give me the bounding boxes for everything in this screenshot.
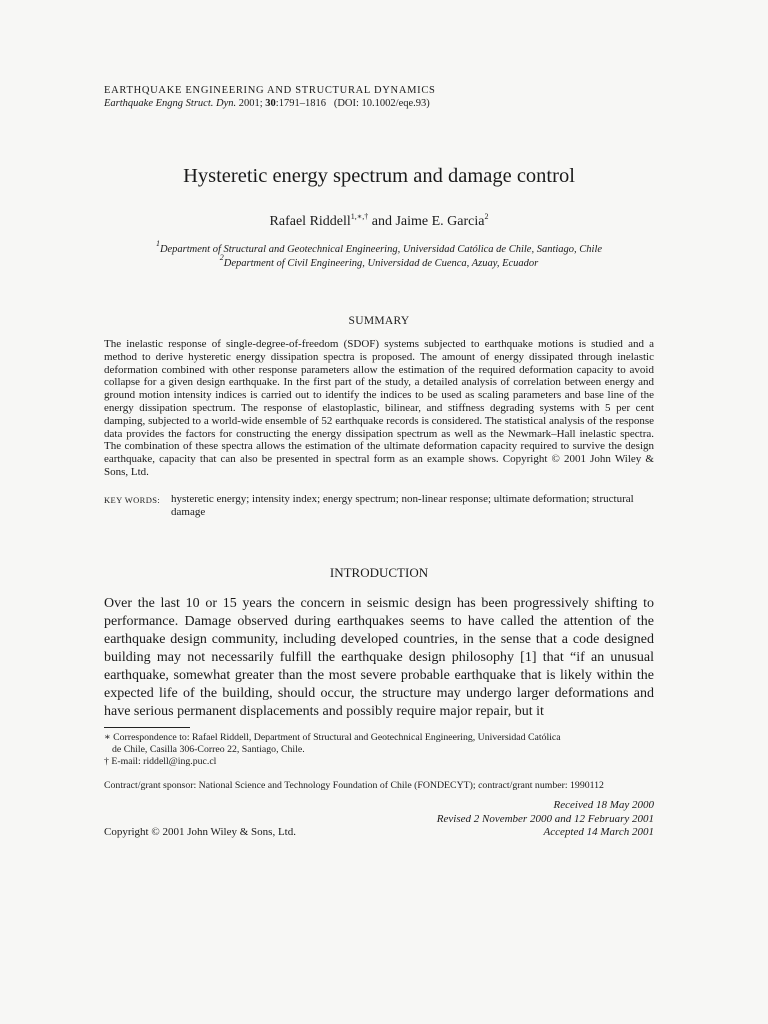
author-conjunction: and: [371, 214, 392, 229]
dates: [104, 799, 654, 826]
citation-line: [104, 97, 654, 110]
affiliation-line: [104, 239, 654, 257]
received-date: Received 18 May 2000: [553, 799, 654, 812]
footnote-rule: [104, 727, 190, 728]
paper-title: Hysteretic energy spectrum and damage control: [183, 165, 575, 187]
copyright: Copyright © 2001 John Wiley & Sons, Ltd.: [104, 826, 296, 839]
author-name: Rafael Riddell: [269, 214, 351, 229]
journal-abbrev: Earthquake Engng Struct. Dyn.: [104, 98, 237, 109]
citation-volume: 30: [265, 98, 276, 109]
summary-heading: SUMMARY: [348, 315, 410, 327]
author-line: [104, 213, 654, 231]
email-footnote: † E-mail: riddell@ing.puc.cl: [104, 756, 217, 768]
footnotes: [104, 732, 654, 768]
bottom-row: [104, 826, 654, 840]
keywords-label: KEY WORDS:: [104, 494, 161, 505]
correspondence-line: ∗ Correspondence to: Rafael Riddell, Department of Structural and Geotechnical Engineering, Universidad Católica: [104, 732, 561, 744]
correspondence-line: de Chile, Casilla 306-Correo 22, Santiago, Chile.: [112, 744, 305, 756]
citation-pages: :1791–1816: [275, 98, 326, 109]
affiliations: [104, 239, 654, 270]
accepted-date: Accepted 14 March 2001: [543, 826, 654, 839]
affiliation-line: [104, 252, 654, 271]
affiliation-text: Department of Structural and Geotechnical Engineering, Universidad Católica de Chile, Santiago, Chile: [159, 244, 603, 255]
author-marks: 2: [484, 212, 489, 221]
citation-year: 2001;: [238, 98, 263, 109]
paper-page: [104, 84, 654, 840]
keywords-text: hysteretic energy; intensity index; energy spectrum; non-linear response; ultimate deformation; structural damage: [171, 492, 634, 518]
keywords: [104, 493, 654, 519]
grant-sponsor: Contract/grant sponsor: National Science and Technology Foundation of Chile (FONDECYT); contract/grant number: 1990112: [104, 780, 604, 792]
introduction-text: Over the last 10 or 15 years the concern in seismic design has been progressively shifting to performance. Damage observed during earthquakes seems to have called the attention of the earthquake design community, including developed countries, in the sense that a code designed building may not necessarily fulfill the earthquake design philosophy [1] that “if an unusual earthquake, somewhat greater than the most severe probable earthquake that is likely within the expected life of the building, should occur, the structure may undergo larger deformations and have serious permanent displacements and possibly require major repair, but it: [104, 596, 654, 720]
journal-name: EARTHQUAKE ENGINEERING AND STRUCTURAL DYNAMICS: [104, 85, 436, 96]
author-name: Jaime E. Garcia: [395, 214, 485, 229]
introduction-heading: INTRODUCTION: [329, 565, 429, 581]
affiliation-mark: 2: [219, 252, 224, 262]
revised-date: Revised 2 November 2000 and 12 February 2001: [436, 812, 654, 825]
author-marks: 1,∗,†: [350, 212, 369, 221]
affiliation-mark: 1: [155, 239, 160, 248]
summary-text: The inelastic response of single-degree-of-freedom (SDOF) systems subjected to earthquake motions is studied and a method to derive hysteretic energy dissipation spectra is proposed. The amount of energy dissipated through inelastic deformation combined with other response parameters allow the estimation of the required deformation capacity to avoid collapse for a given design earthquake. In the first part of the study, a detailed analysis of correlation between energy and ground motion intensity indices is carried out to identify the indices to be used as scaling parameters and base line of the energy dissipation spectrum. The response of elastoplastic, bilinear, and stiffness degrading systems with 5 per cent damping, subjected to a world-wide ensemble of 52 earthquake records is considered. The statistical analysis of the response data provides the factors for constructing the energy dissipation spectrum as well as the Newmark–Hall inelastic spectra. The combination of these spectra allows the estimation of the ultimate deformation capacity required to survive the design earthquake, capacity that can also be presented in spectral form as an example shows. Copyright © 2001 John Wiley & Sons, Ltd.: [104, 338, 654, 478]
affiliation-text: Department of Civil Engineering, Universidad de Cuenca, Azuay, Ecuador: [223, 257, 539, 269]
citation-doi: (DOI: 10.1002/eqe.93): [333, 98, 430, 109]
